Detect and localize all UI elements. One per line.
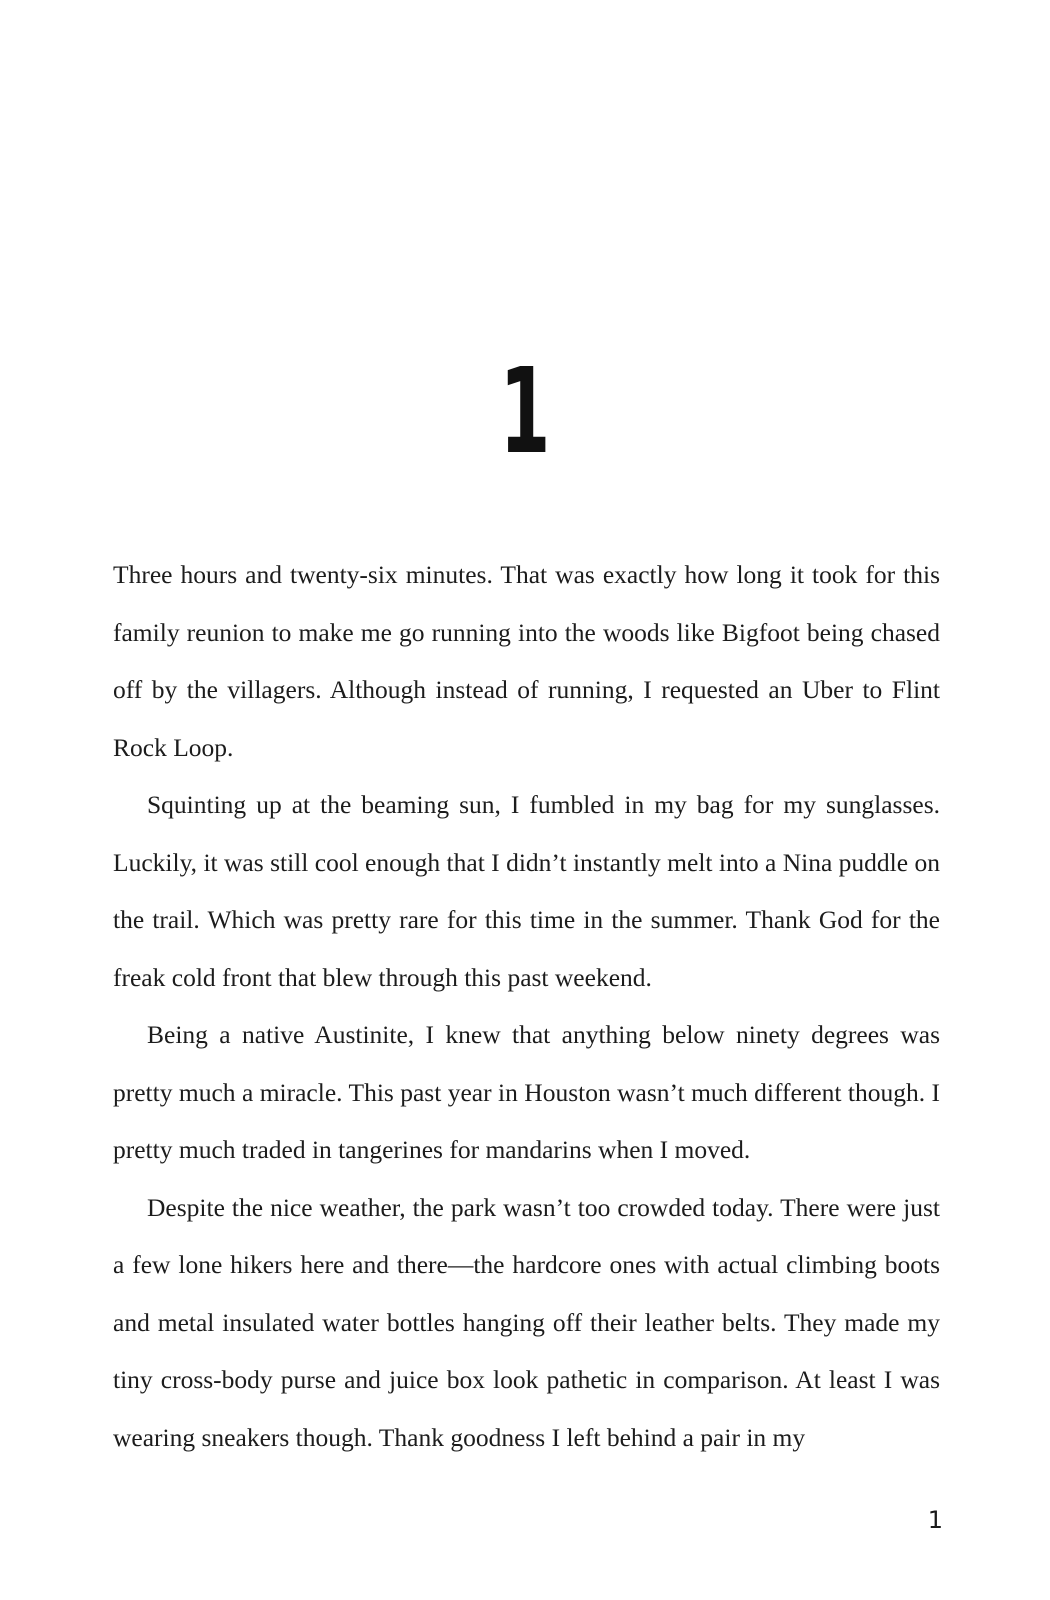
paragraph-3: Being a native Austinite, I knew that anything below ninety degrees was pretty much a miracle. This past year in Houston wasn’t much different though. I pretty much traded in tangerines for mandarins when I moved.	[113, 1020, 940, 1164]
chapter-text	[113, 546, 940, 1466]
paragraph-4: Despite the nice weather, the park wasn’t too crowded today. There were just a few lone hikers here and there—the hardcore ones with actual climbing boots and metal insulated water bottles hanging off their leather belts. They made my tiny cross-body purse and juice box look pathetic in comparison. At least I was wearing sneakers though. Thank goodness I left behind a pair in my	[113, 1192, 940, 1452]
paragraph-1: Three hours and twenty-six minutes. That was exactly how long it took for this family reunion to make me go running into the woods like Bigfoot being chased off by the villagers. Although instead of running, I requested an Uber to Flint Rock Loop.	[113, 560, 940, 762]
page-number: 1	[927, 1506, 943, 1534]
paragraph-2: Squinting up at the beaming sun, I fumbled in my bag for my sunglasses. Luckily, it was still cool enough that I didn’t instantly melt into a Nina puddle on the trail. Which was pretty rare for this time in the summer. Thank God for the freak cold front that blew through this past weekend.	[113, 790, 940, 992]
chapter-number: 1	[499, 342, 551, 480]
